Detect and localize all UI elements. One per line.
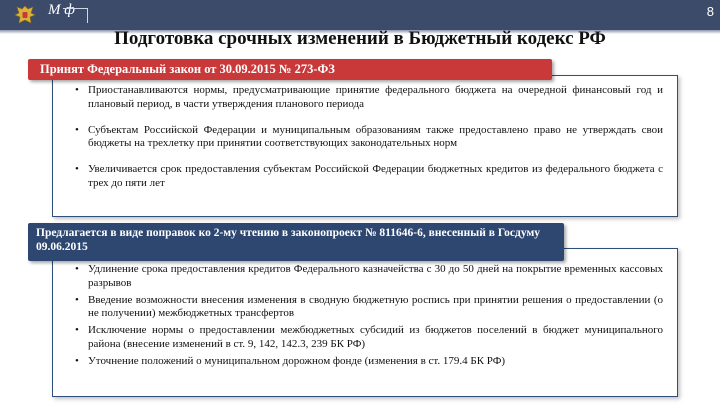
top-bar: [0, 0, 720, 30]
bullet-icon: •: [75, 163, 79, 176]
bullet-icon: •: [75, 84, 79, 96]
bullet-icon: •: [75, 293, 79, 306]
section1-heading: Принят Федеральный закон от 30.09.2015 № 273-ФЗ: [28, 59, 552, 80]
bullet-icon: •: [75, 263, 79, 275]
section2-heading: Предлагается в виде поправок ко 2-му чтению в законопроект № 811646-6, внесенный в Госдуму 09.06.2015: [28, 223, 564, 261]
section2-list: [75, 263, 663, 372]
list-item: • Исключение нормы о предоставлении межбюджетных субсидий из бюджетов поселений в бюджет муниципального района (внесение изменений в ст. 9, 142, 142.3, 239 БК РФ): [75, 324, 663, 350]
ministry-logo: М ф: [48, 2, 75, 18]
section2-panel: [52, 248, 678, 397]
bullet-icon: •: [75, 324, 79, 337]
page-number: 8: [706, 4, 714, 19]
coat-of-arms-icon: [12, 3, 38, 29]
list-item: • Уточнение положений о муниципальном дорожном фонде (изменения в ст. 179.4 БК РФ): [75, 354, 506, 367]
list-item: • Приостанавливаются нормы, предусматривающие принятие федерального бюджета на очередной финансовый год и плановый период, в части утверждения планового периода: [75, 84, 663, 110]
bullet-icon: •: [75, 354, 79, 367]
section1-list: [75, 84, 663, 203]
list-item: • Удлинение срока предоставления кредитов Федерального казначейства с 30 до 50 дней на покрытие временных кассовых разрывов: [75, 263, 663, 289]
logo-frame: [63, 8, 88, 23]
list-item: • Субъектам Российской Федерации и муниципальным образованиям также предоставлено право не утверждать свои бюджеты на трехлетку при принятии соответствующих законодательных норм: [75, 123, 663, 150]
list-item: • Введение возможности внесения изменения в сводную бюджетную роспись при принятии решения о предоставлении (о не получении) межбюджетных трансфертов: [75, 293, 663, 320]
list-item: • Увеличивается срок предоставления субъектам Российской Федерации бюджетных кредитов из федерального бюджета с трех до пяти лет: [75, 163, 663, 189]
page-title: Подготовка срочных изменений в Бюджетный кодекс РФ: [114, 28, 606, 49]
bullet-icon: •: [75, 123, 79, 136]
section1-panel: [52, 75, 678, 217]
